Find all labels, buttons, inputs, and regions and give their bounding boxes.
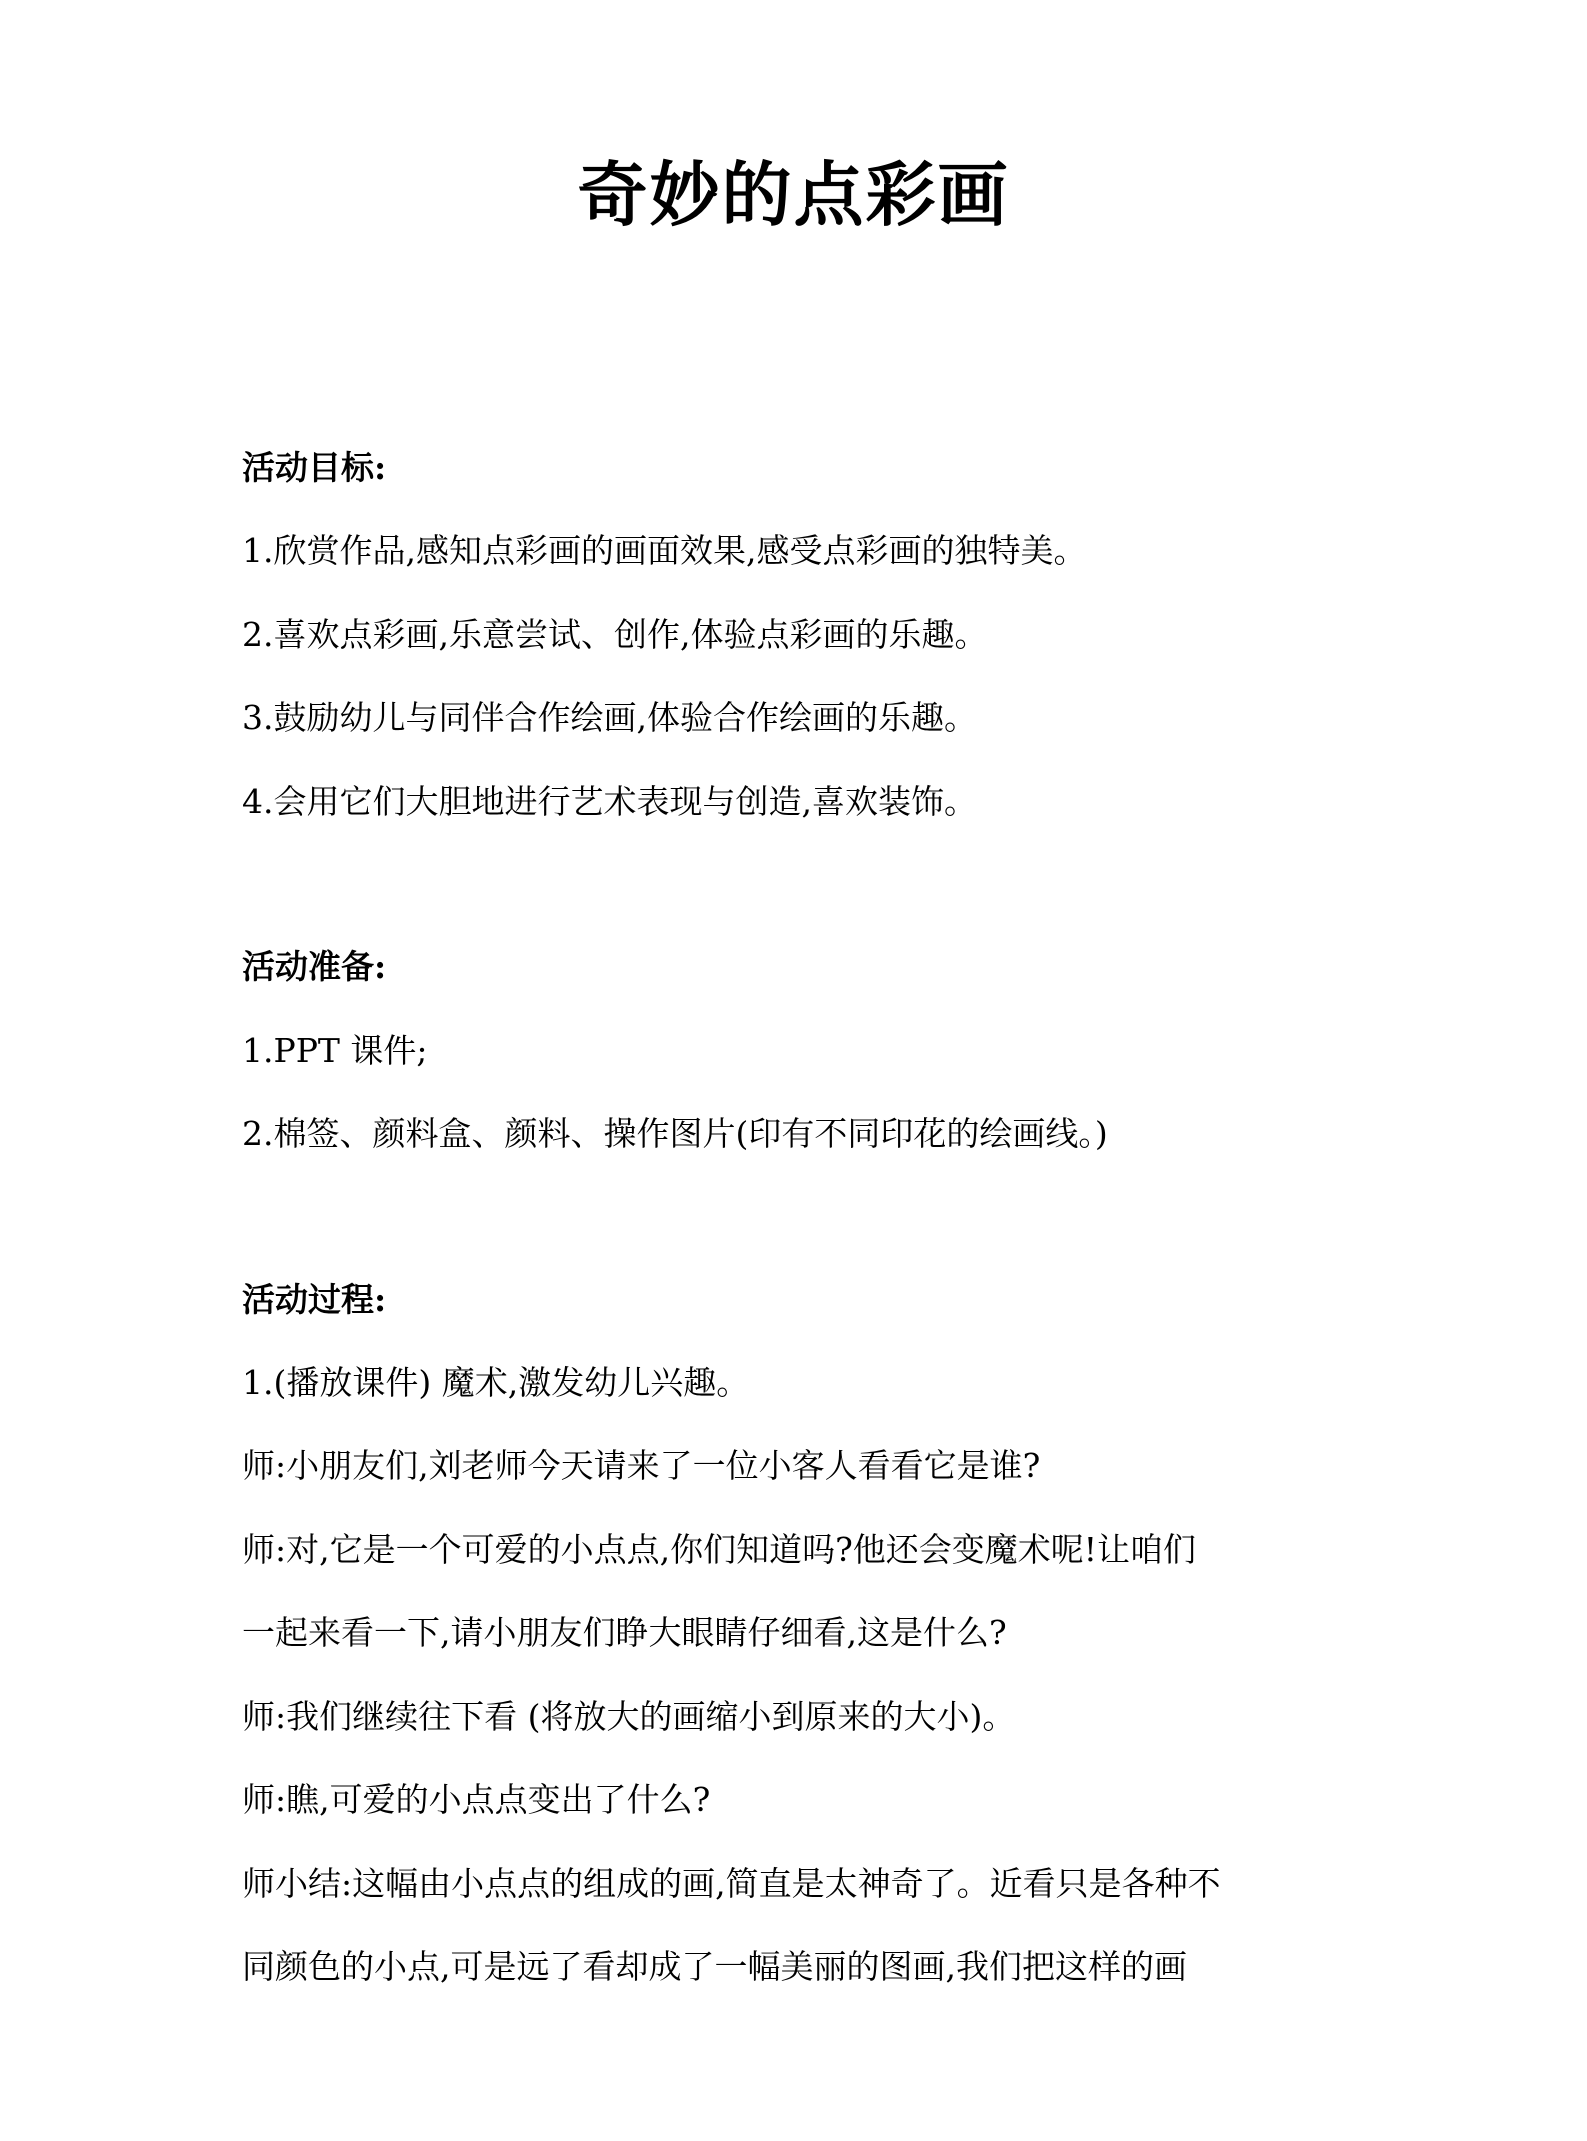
- paragraph-line: 师小结:这幅由小点点的组成的画,简直是太神奇了。近看只是各种不: [242, 1864, 1221, 1903]
- paragraph-line: 师:小朋友们,刘老师今天请来了一位小客人看看它是谁?: [242, 1446, 1041, 1485]
- paragraph-line: 2.棉签、颜料盒、颜料、操作图片(印有不同印花的绘画线。): [242, 1114, 1108, 1153]
- paragraph-line: 一起来看一下,请小朋友们睁大眼睛仔细看,这是什么?: [242, 1613, 1007, 1652]
- paragraph-line: 4.会用它们大胆地进行艺术表现与创造,喜欢装饰。: [242, 782, 977, 821]
- paragraph-line: 1.PPT 课件;: [242, 1031, 428, 1070]
- paragraph-line: 2.喜欢点彩画,乐意尝试、创作,体验点彩画的乐趣。: [242, 615, 988, 654]
- document-title: 奇妙的点彩画: [577, 153, 1010, 236]
- paragraph-line: 1.欣赏作品,感知点彩画的画面效果,感受点彩画的独特美。: [242, 531, 1087, 570]
- paragraph-line: 3.鼓励幼儿与同伴合作绘画,体验合作绘画的乐趣。: [242, 698, 977, 737]
- paragraph-line: 同颜色的小点,可是远了看却成了一幅美丽的图画,我们把这样的画: [242, 1947, 1187, 1986]
- paragraph-line: 师:我们继续往下看 (将放大的画缩小到原来的大小)。: [242, 1697, 1016, 1736]
- section-heading: 活动准备:: [242, 947, 387, 986]
- paragraph-line: 师:瞧,可爱的小点点变出了什么?: [242, 1780, 711, 1819]
- section-heading: 活动目标:: [242, 448, 387, 487]
- paragraph-line: 师:对,它是一个可爱的小点点,你们知道吗?他还会变魔术呢!让咱们: [242, 1530, 1197, 1569]
- paragraph-line: 1.(播放课件) 魔术,激发幼儿兴趣。: [242, 1363, 750, 1402]
- section-heading: 活动过程:: [242, 1280, 387, 1319]
